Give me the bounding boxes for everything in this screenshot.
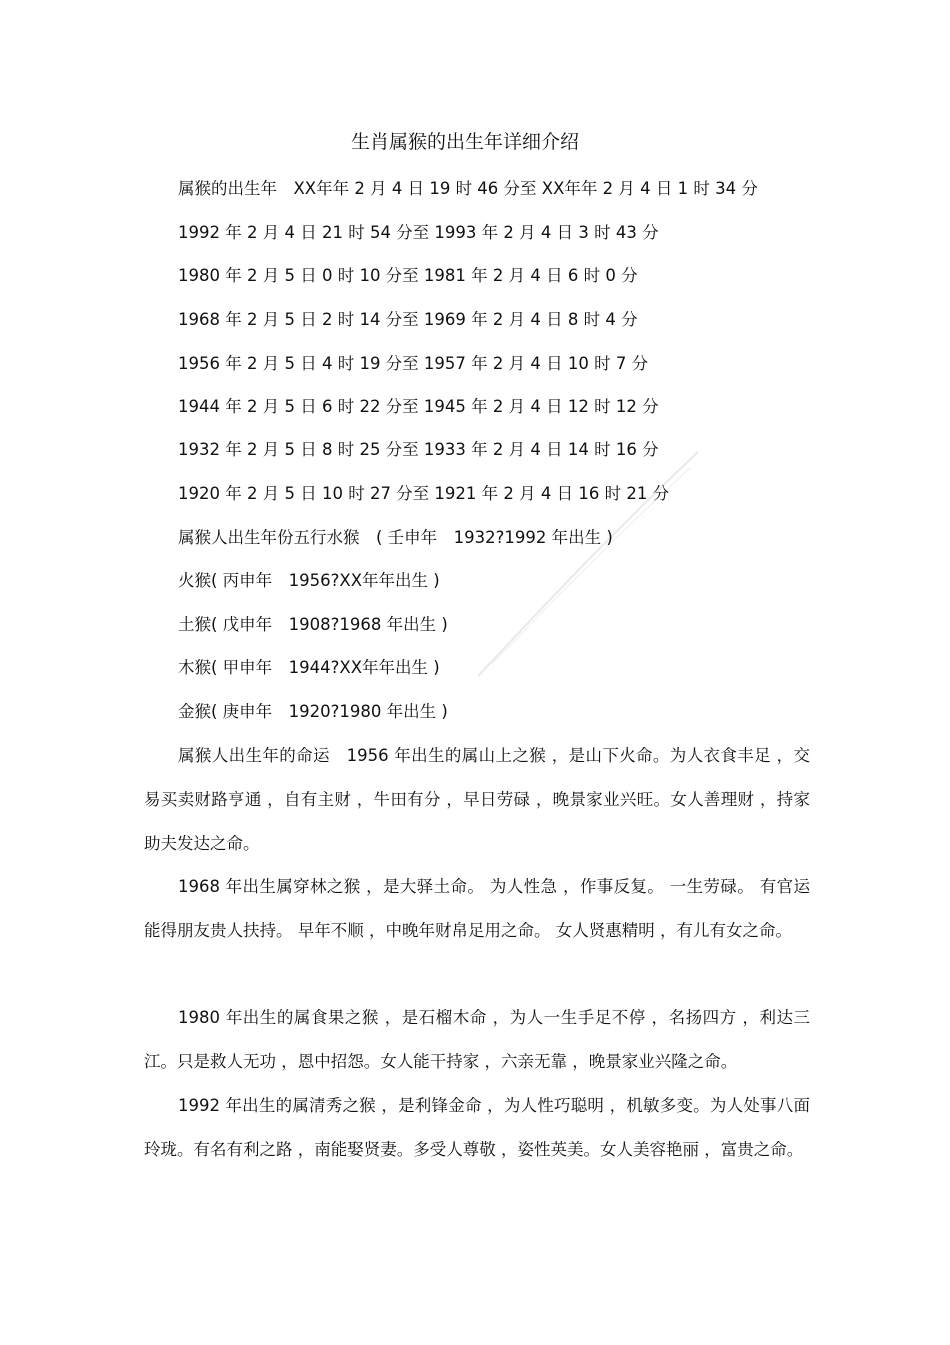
birth-year-line: 1944 年 2 月 5 日 6 时 22 分至 1945 年 2 月 4 日 12 时 12 分 <box>178 397 659 416</box>
fortune-paragraph: 1980 年出生的属食果之猴 ，是石榴木命 ，为人一生手足不停 ，名扬四方 ，利达三江。只是救人无功 ，恩中招怨。女人能干持家 ，六亲无靠 ，晚景家业兴隆之命。 <box>144 1008 810 1071</box>
birth-year-line: 1968 年 2 月 5 日 2 时 14 分至 1969 年 2 月 4 日 8 时 4 分 <box>178 310 638 329</box>
fortune-paragraph: 属猴人出生年的命运 1956 年出生的属山上之猴 ，是山下火命。为人衣食丰足 ，交易买卖财路亨通 ，自有主财 ，牛田有分 ，早日劳碌 ，晚景家业兴旺。女人善理财 ，持家助夫发达之命。 <box>144 746 810 853</box>
five-element-line: 木猴( 甲申年 1944?XX年年出生 ) <box>178 658 440 677</box>
five-element-line: 属猴人出生年份五行水猴 ( 壬申年 1932?1992 年出生 ) <box>178 528 613 547</box>
birth-year-line: 1956 年 2 月 5 日 4 时 19 分至 1957 年 2 月 4 日 10 时 7 分 <box>178 354 649 373</box>
birth-year-line: 属猴的出生年 XX年年 2 月 4 日 19 时 46 分至 XX年年 2 月 4 日 1 时 34 分 <box>178 179 758 198</box>
birth-year-line: 1980 年 2 月 5 日 0 时 10 分至 1981 年 2 月 4 日 6 时 0 分 <box>178 266 638 285</box>
document-title: 生肖属猴的出生年详细介绍 <box>350 131 579 153</box>
birth-year-line: 1920 年 2 月 5 日 10 时 27 分至 1921 年 2 月 4 日 16 时 21 分 <box>178 484 670 503</box>
birth-year-line: 1932 年 2 月 5 日 8 时 25 分至 1933 年 2 月 4 日 14 时 16 分 <box>178 440 659 459</box>
five-element-line: 火猴( 丙申年 1956?XX年年出生 ) <box>178 571 440 590</box>
five-element-line: 土猴( 戊申年 1908?1968 年出生 ) <box>178 615 448 634</box>
five-element-line: 金猴( 庚申年 1920?1980 年出生 ) <box>178 702 448 721</box>
birth-year-line: 1992 年 2 月 4 日 21 时 54 分至 1993 年 2 月 4 日 3 时 43 分 <box>178 223 659 242</box>
fortune-paragraph: 1968 年出生属穿林之猴 ，是大驿土命。 为人性急 ，作事反复。 一生劳碌。 有官运能得朋友贵人扶持。 早年不顺 ，中晚年财帛足用之命。 女人贤惠精明 ，有儿有女之命。 <box>144 877 810 940</box>
fortune-paragraph: 1992 年出生的属清秀之猴 ，是利锋金命 ，为人性巧聪明 ，机敏多变。为人处事八面玲珑。有名有利之路 ，南能娶贤妻。多受人尊敬 ，姿性英美。女人美容艳丽 ，富贵之命。 <box>144 1096 810 1159</box>
